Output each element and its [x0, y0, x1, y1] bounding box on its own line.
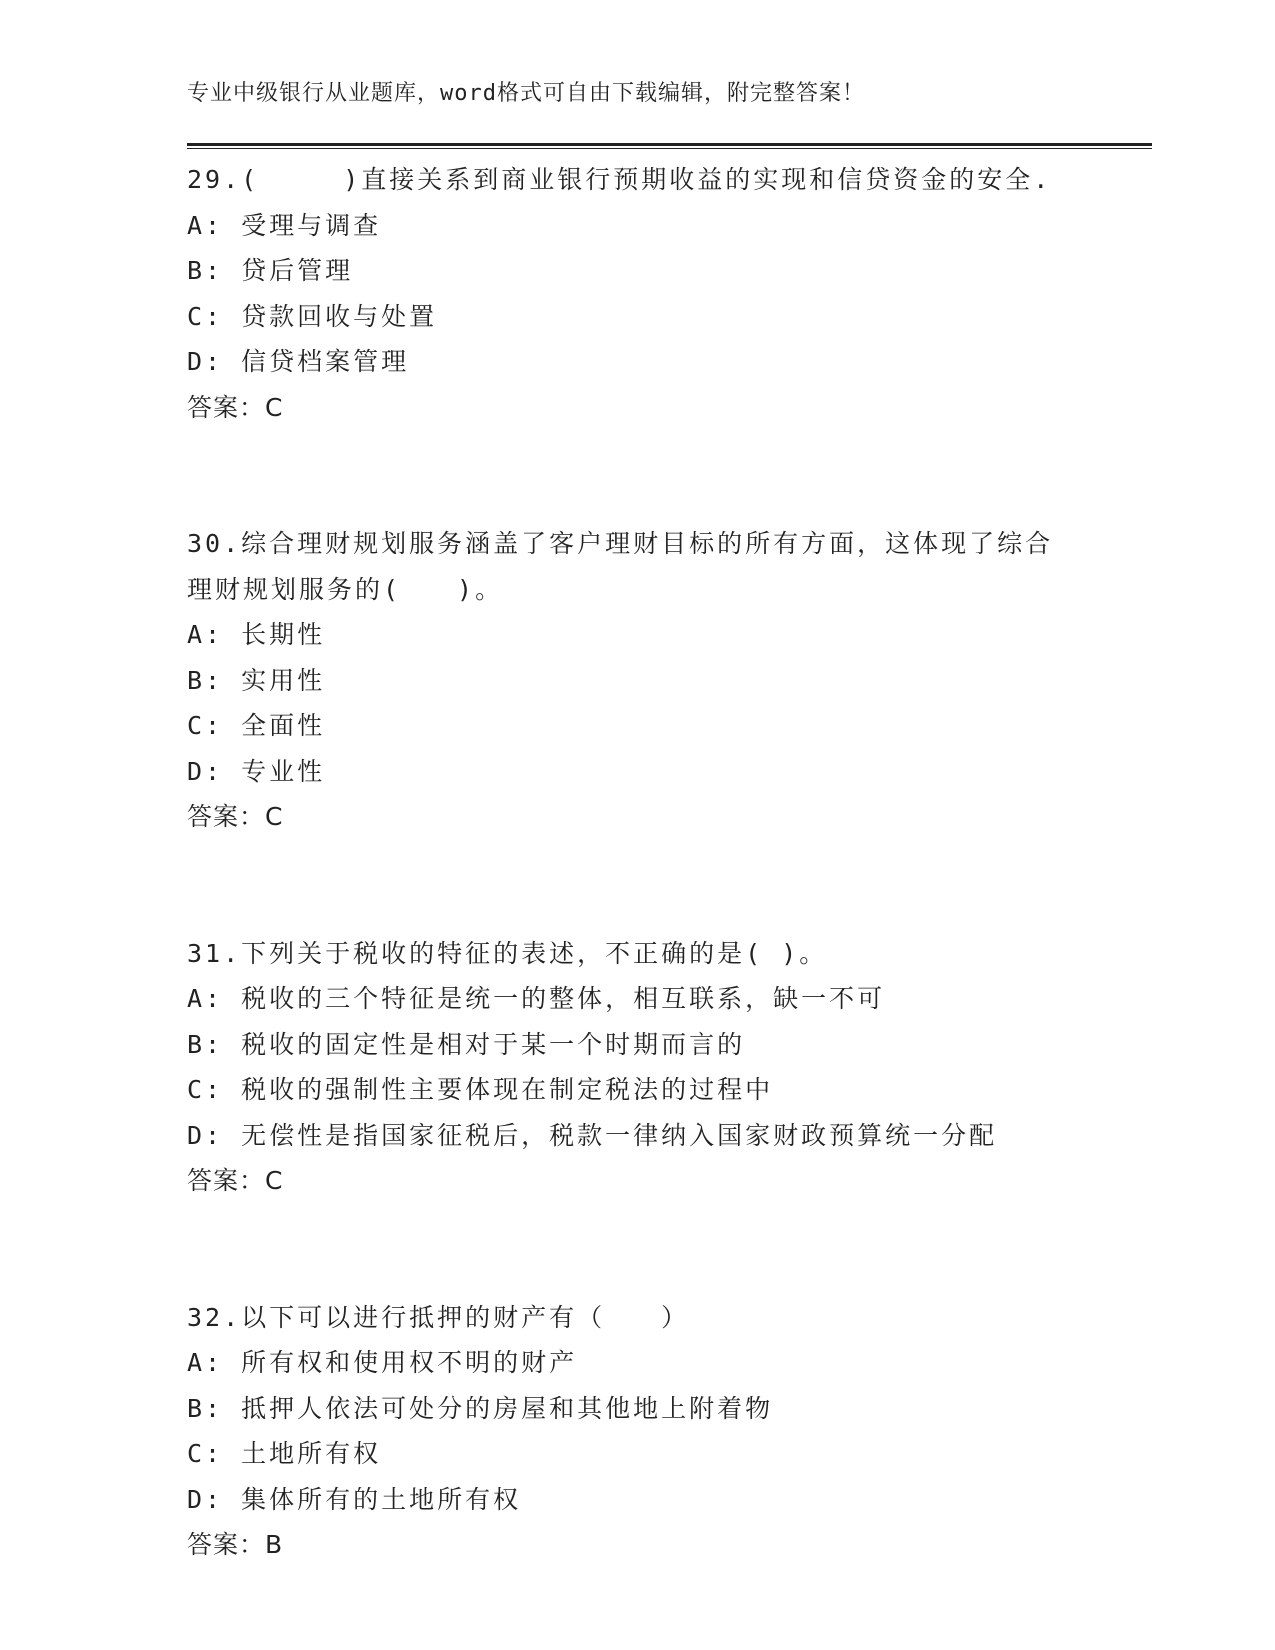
- option-d: D: 无偿性是指国家征税后，税款一律纳入国家财政预算统一分配: [187, 1120, 998, 1150]
- answer-line: 答案：C: [187, 392, 284, 422]
- answer-line: 答案：B: [187, 1530, 284, 1559]
- question-spacer: [187, 840, 1097, 931]
- option-a: A: 受理与调查: [187, 210, 382, 240]
- option-c: C: 土地所有权: [187, 1439, 382, 1468]
- option-a: A: 长期性: [187, 620, 326, 649]
- question-spacer: [187, 1204, 1097, 1295]
- option-d: D: 集体所有的土地所有权: [187, 1484, 522, 1514]
- header-divider-thin: [187, 148, 1152, 149]
- question-stem-continued: 理财规划服务的( )。: [187, 574, 504, 604]
- option-c: C: 全面性: [187, 711, 326, 740]
- question-32: [187, 1295, 1097, 1568]
- question-spacer: [187, 430, 1097, 521]
- answer-line: 答案：C: [187, 1166, 284, 1195]
- question-stem: 31.下列关于税收的特征的表述，不正确的是( )。: [187, 938, 828, 968]
- question-29: [187, 157, 1097, 430]
- question-31: [187, 931, 1097, 1204]
- option-b: B: 税收的固定性是相对于某一个时期而言的: [187, 1029, 746, 1059]
- question-stem: 30.综合理财规划服务涵盖了客户理财目标的所有方面，这体现了综合: [187, 529, 1054, 558]
- option-b: B: 贷后管理: [187, 256, 354, 285]
- option-a: A: 所有权和使用权不明的财产: [187, 1348, 578, 1377]
- option-c: C: 贷款回收与处置: [187, 301, 438, 331]
- option-d: D: 专业性: [187, 756, 326, 786]
- question-30: [187, 521, 1097, 840]
- option-b: B: 实用性: [187, 665, 326, 695]
- header-divider-thick: [187, 143, 1152, 146]
- option-b: B: 抵押人依法可处分的房屋和其他地上附着物: [187, 1393, 774, 1423]
- option-a: A: 税收的三个特征是统一的整体，相互联系，缺一不可: [187, 984, 886, 1013]
- question-stem: 32.以下可以进行抵押的财产有（ ）: [187, 1302, 690, 1332]
- option-d: D: 信贷档案管理: [187, 347, 410, 376]
- answer-line: 答案：C: [187, 802, 284, 831]
- header-divider: [187, 143, 1152, 150]
- question-stem: 29.( )直接关系到商业银行预期收益的实现和信贷资金的安全.: [187, 165, 1052, 194]
- page-header: 专业中级银行从业题库，word格式可自由下载编辑，附完整答案！: [187, 81, 865, 106]
- question-list: [187, 157, 1097, 1568]
- option-c: C: 税收的强制性主要体现在制定税法的过程中: [187, 1075, 774, 1104]
